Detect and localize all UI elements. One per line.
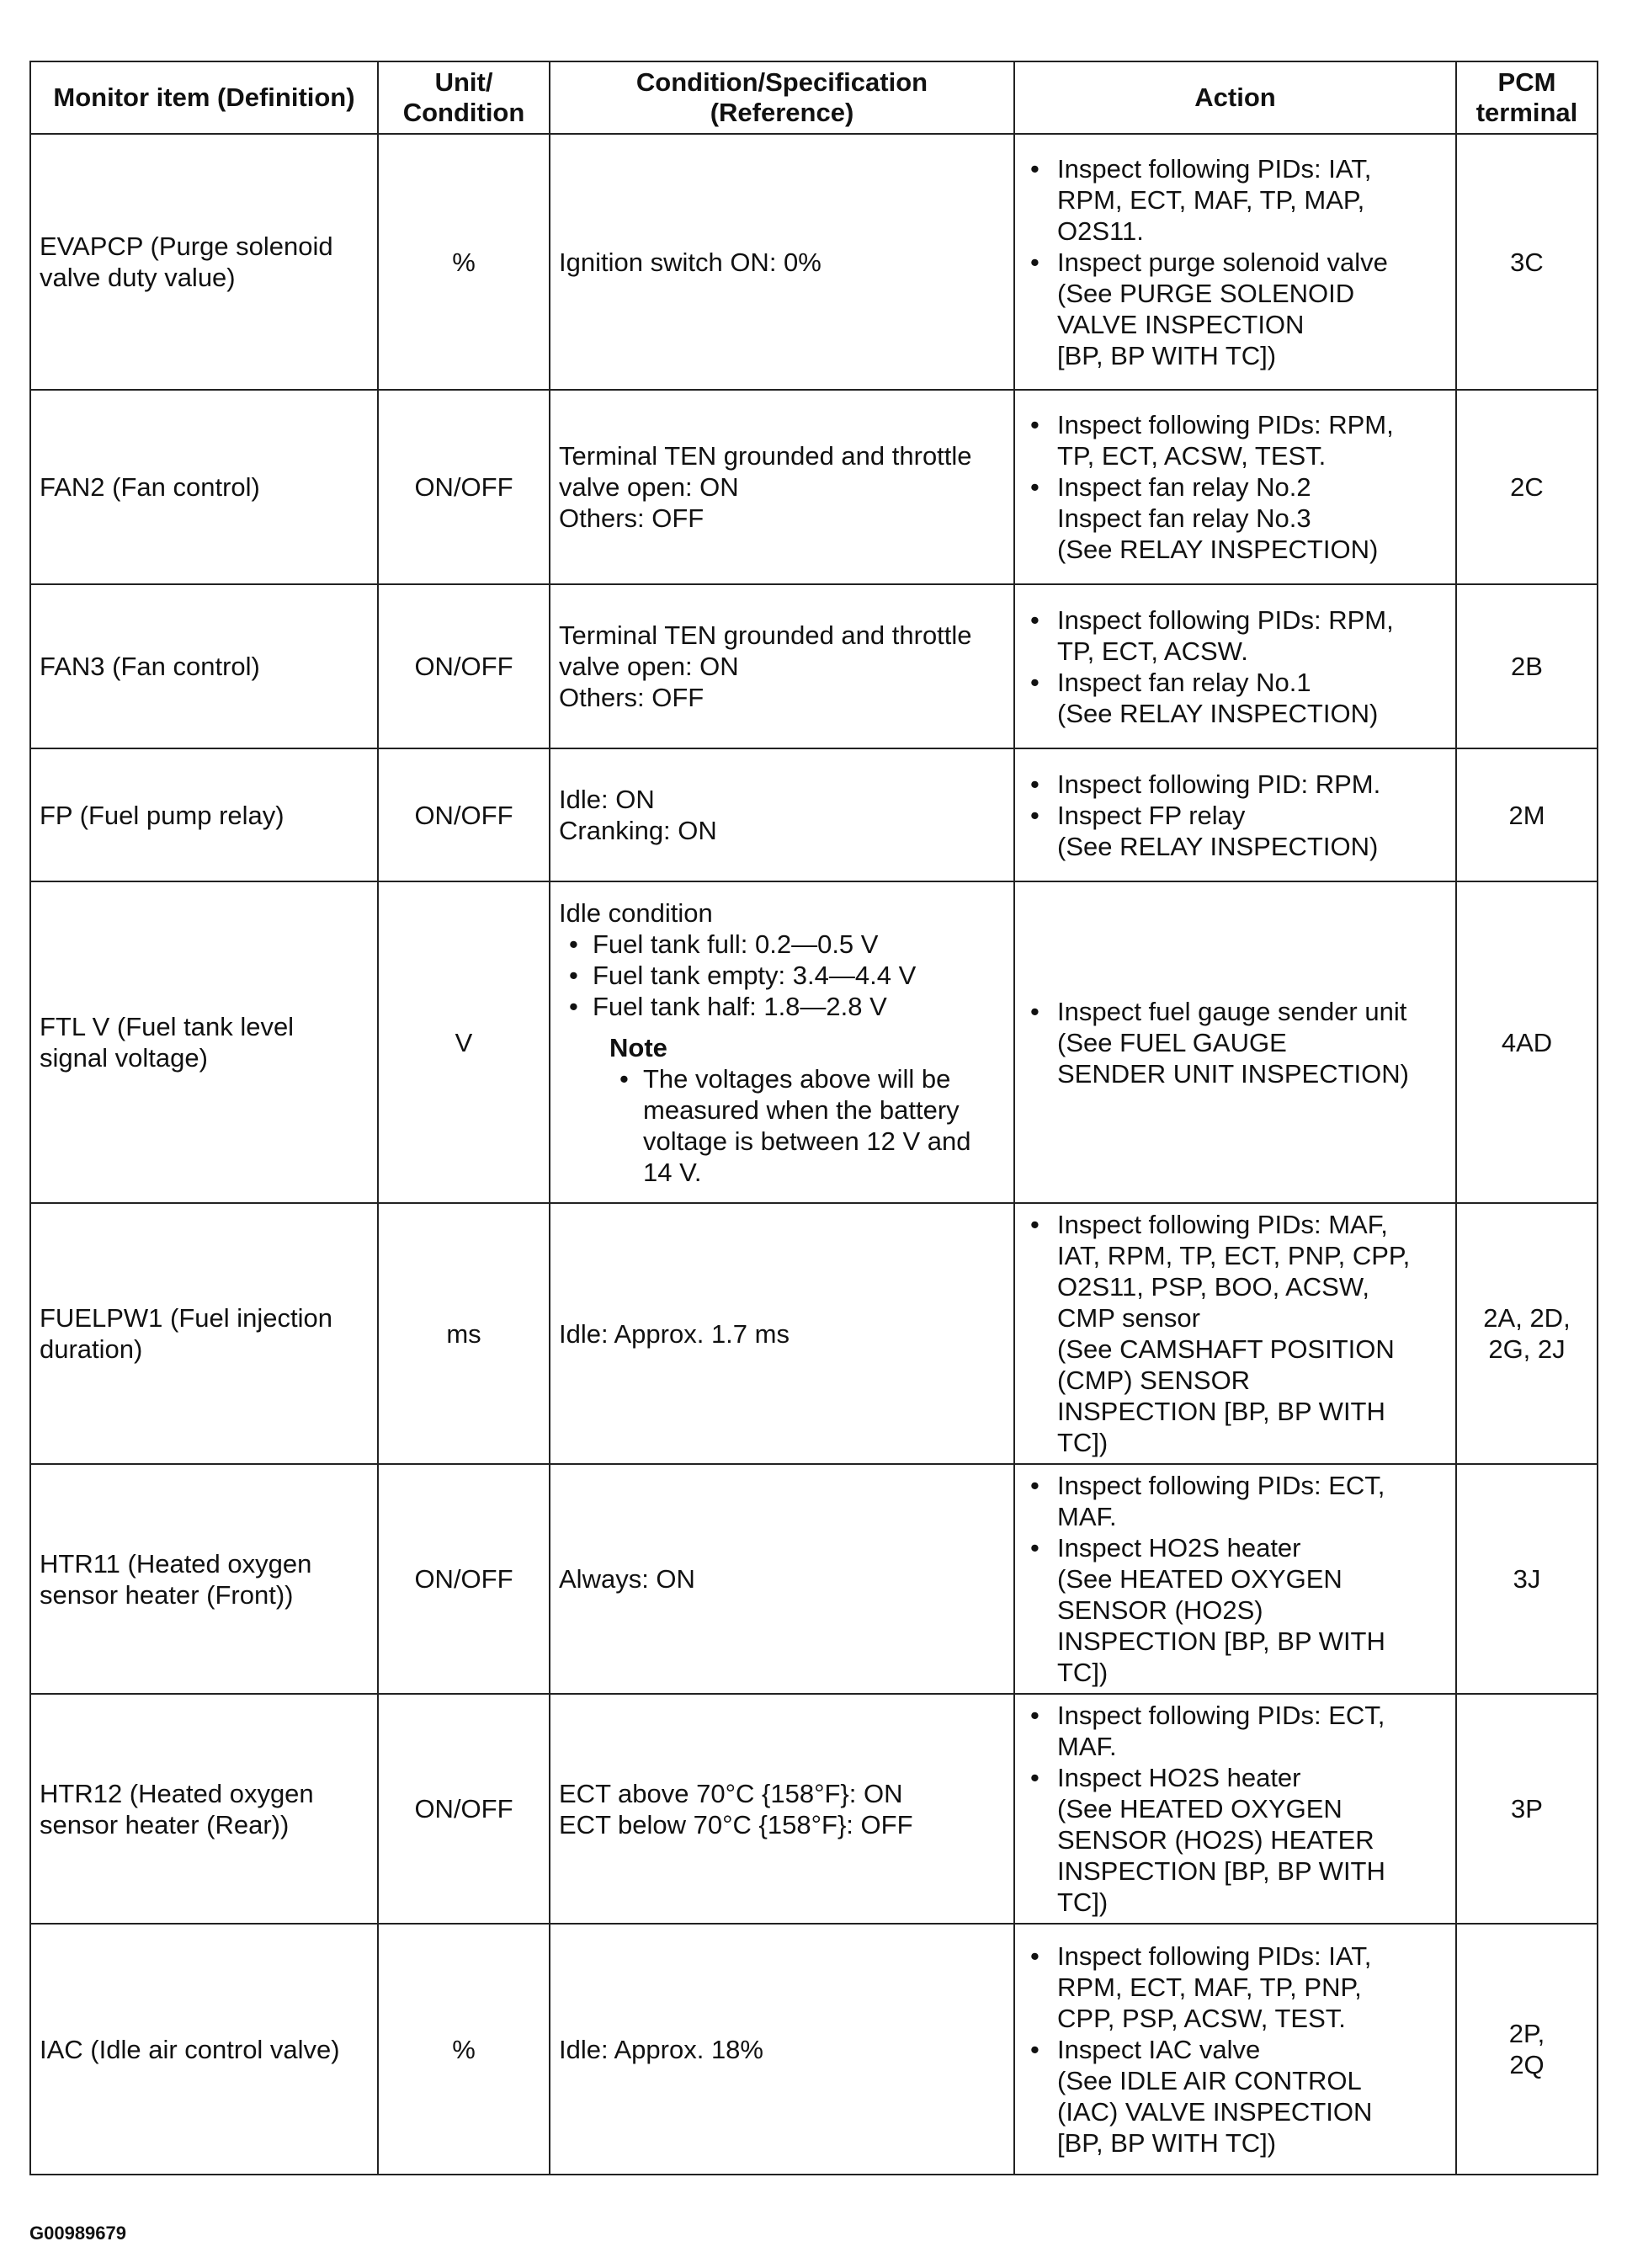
unit-cell: ON/OFF [378, 584, 550, 748]
monitor-table [29, 61, 1598, 2175]
action-cell [1014, 1464, 1456, 1694]
action-bullet: • Inspect following PIDs: MAF, IAT, RPM, TP, ECT, PNP, CPP, O2S11, PSP, BOO, ACSW, CMP sensor (See CAMSHAFT POSITION (CMP) SENSOR INSPECTION [BP, BP WITH TC]) [1024, 1209, 1447, 1458]
monitor-item-cell: FAN3 (Fan control) [30, 584, 378, 748]
document [29, 61, 1597, 2175]
monitor-item-cell: FP (Fuel pump relay) [30, 748, 378, 881]
condition-cell: Idle condition • Fuel tank full: 0.2—0.5 V • Fuel tank empty: 3.4—4.4 V • Fuel tank half: 1.8—2.8 V Note • The voltages above will be measured when the battery voltage is between 12 V and 14 V. [550, 881, 1014, 1203]
action-bullet: • Inspect HO2S heater (See HEATED OXYGEN SENSOR (HO2S) INSPECTION [BP, BP WITH TC]) [1024, 1532, 1447, 1688]
condition-cell: ECT above 70°C {158°F}: ON ECT below 70°C {158°F}: OFF [550, 1694, 1014, 1924]
action-bullet: • Inspect following PIDs: IAT, RPM, ECT, MAF, TP, MAP, O2S11. [1024, 153, 1447, 247]
unit-cell: % [378, 1924, 550, 2175]
action-cell [1014, 748, 1456, 881]
unit-cell: ms [378, 1203, 550, 1464]
condition-cell: Ignition switch ON: 0% [550, 134, 1014, 390]
monitor-item-cell: EVAPCP (Purge solenoid valve duty value) [30, 134, 378, 390]
condition-cell: Idle: ON Cranking: ON [550, 748, 1014, 881]
note-block [559, 1032, 1005, 1188]
action-bullet: • Inspect following PIDs: ECT, MAF. [1024, 1470, 1447, 1532]
pcm-terminal-cell: 2M [1456, 748, 1598, 881]
pcm-terminal-cell: 2B [1456, 584, 1598, 748]
pcm-terminal-cell: 2C [1456, 390, 1598, 584]
action-bullet: • Inspect following PIDs: IAT, RPM, ECT, MAF, TP, PNP, CPP, PSP, ACSW, TEST. [1024, 1941, 1447, 2034]
monitor-item-cell: FAN2 (Fan control) [30, 390, 378, 584]
pcm-terminal-cell: 3C [1456, 134, 1598, 390]
action-cell [1014, 584, 1456, 748]
table-row [30, 748, 1598, 881]
header-unit-condition: Unit/ Condition [378, 61, 550, 134]
condition-cell: Idle: Approx. 1.7 ms [550, 1203, 1014, 1464]
note-title: Note [609, 1032, 667, 1062]
monitor-item-cell: IAC (Idle air control valve) [30, 1924, 378, 2175]
header-action: Action [1014, 61, 1456, 134]
monitor-item-cell: FTL V (Fuel tank level signal voltage) [30, 881, 378, 1203]
table-row [30, 881, 1598, 1203]
action-bullet: • Inspect FP relay (See RELAY INSPECTION) [1024, 800, 1447, 862]
condition-bullet: • Fuel tank full: 0.2—0.5 V [559, 929, 1005, 960]
pcm-terminal-cell: 2A, 2D, 2G, 2J [1456, 1203, 1598, 1464]
action-bullet: • Inspect fuel gauge sender unit (See FUEL GAUGE SENDER UNIT INSPECTION) [1024, 996, 1447, 1089]
unit-cell: ON/OFF [378, 390, 550, 584]
header-pcm-terminal: PCM terminal [1456, 61, 1598, 134]
header-condition-specification: Condition/Specification (Reference) [550, 61, 1014, 134]
table-row [30, 1203, 1598, 1464]
pcm-terminal-cell: 4AD [1456, 881, 1598, 1203]
unit-cell: V [378, 881, 550, 1203]
condition-bullet: • Fuel tank empty: 3.4—4.4 V [559, 960, 1005, 991]
action-cell [1014, 1924, 1456, 2175]
table-row [30, 584, 1598, 748]
unit-cell: % [378, 134, 550, 390]
action-bullet: • Inspect IAC valve (See IDLE AIR CONTROL (IAC) VALVE INSPECTION [BP, BP WITH TC]) [1024, 2034, 1447, 2159]
action-cell [1014, 1694, 1456, 1924]
action-cell [1014, 1203, 1456, 1464]
unit-cell: ON/OFF [378, 1464, 550, 1694]
action-bullet: • Inspect following PIDs: RPM, TP, ECT, ACSW, TEST. [1024, 409, 1447, 471]
action-bullet: • Inspect purge solenoid valve (See PURGE SOLENOID VALVE INSPECTION [BP, BP WITH TC]) [1024, 247, 1447, 371]
action-cell [1014, 881, 1456, 1203]
unit-cell: ON/OFF [378, 748, 550, 881]
header-monitor-item: Monitor item (Definition) [30, 61, 378, 134]
condition-cell: Terminal TEN grounded and throttle valve open: ON Others: OFF [550, 584, 1014, 748]
table-row [30, 1464, 1598, 1694]
action-bullet: • Inspect following PIDs: ECT, MAF. [1024, 1700, 1447, 1762]
monitor-item-cell: HTR11 (Heated oxygen sensor heater (Front)) [30, 1464, 378, 1694]
monitor-item-cell: HTR12 (Heated oxygen sensor heater (Rear)) [30, 1694, 378, 1924]
action-cell [1014, 390, 1456, 584]
monitor-item-cell: FUELPW1 (Fuel injection duration) [30, 1203, 378, 1464]
table-row [30, 134, 1598, 390]
action-bullet: • Inspect fan relay No.1 (See RELAY INSPECTION) [1024, 667, 1447, 729]
header-row [30, 61, 1598, 134]
note-bullet: • The voltages above will be measured when the battery voltage is between 12 V and 14 V. [609, 1063, 1005, 1188]
action-cell [1014, 134, 1456, 390]
pcm-terminal-cell: 3J [1456, 1464, 1598, 1694]
action-bullet: • Inspect following PIDs: RPM, TP, ECT, ACSW. [1024, 604, 1447, 667]
action-bullet: • Inspect HO2S heater (See HEATED OXYGEN SENSOR (HO2S) HEATER INSPECTION [BP, BP WITH TC]) [1024, 1762, 1447, 1918]
figure-id: G00989679 [29, 2223, 126, 2244]
action-bullet: • Inspect following PID: RPM. [1024, 769, 1447, 800]
unit-cell: ON/OFF [378, 1694, 550, 1924]
pcm-terminal-cell: 3P [1456, 1694, 1598, 1924]
condition-cell: Idle: Approx. 18% [550, 1924, 1014, 2175]
condition-cell: Terminal TEN grounded and throttle valve open: ON Others: OFF [550, 390, 1014, 584]
pcm-terminal-cell: 2P, 2Q [1456, 1924, 1598, 2175]
condition-bullet: • Fuel tank half: 1.8—2.8 V [559, 991, 1005, 1022]
table-row [30, 1924, 1598, 2175]
table-row [30, 1694, 1598, 1924]
condition-cell: Always: ON [550, 1464, 1014, 1694]
table-row [30, 390, 1598, 584]
action-bullet: • Inspect fan relay No.2 Inspect fan relay No.3 (See RELAY INSPECTION) [1024, 471, 1447, 565]
